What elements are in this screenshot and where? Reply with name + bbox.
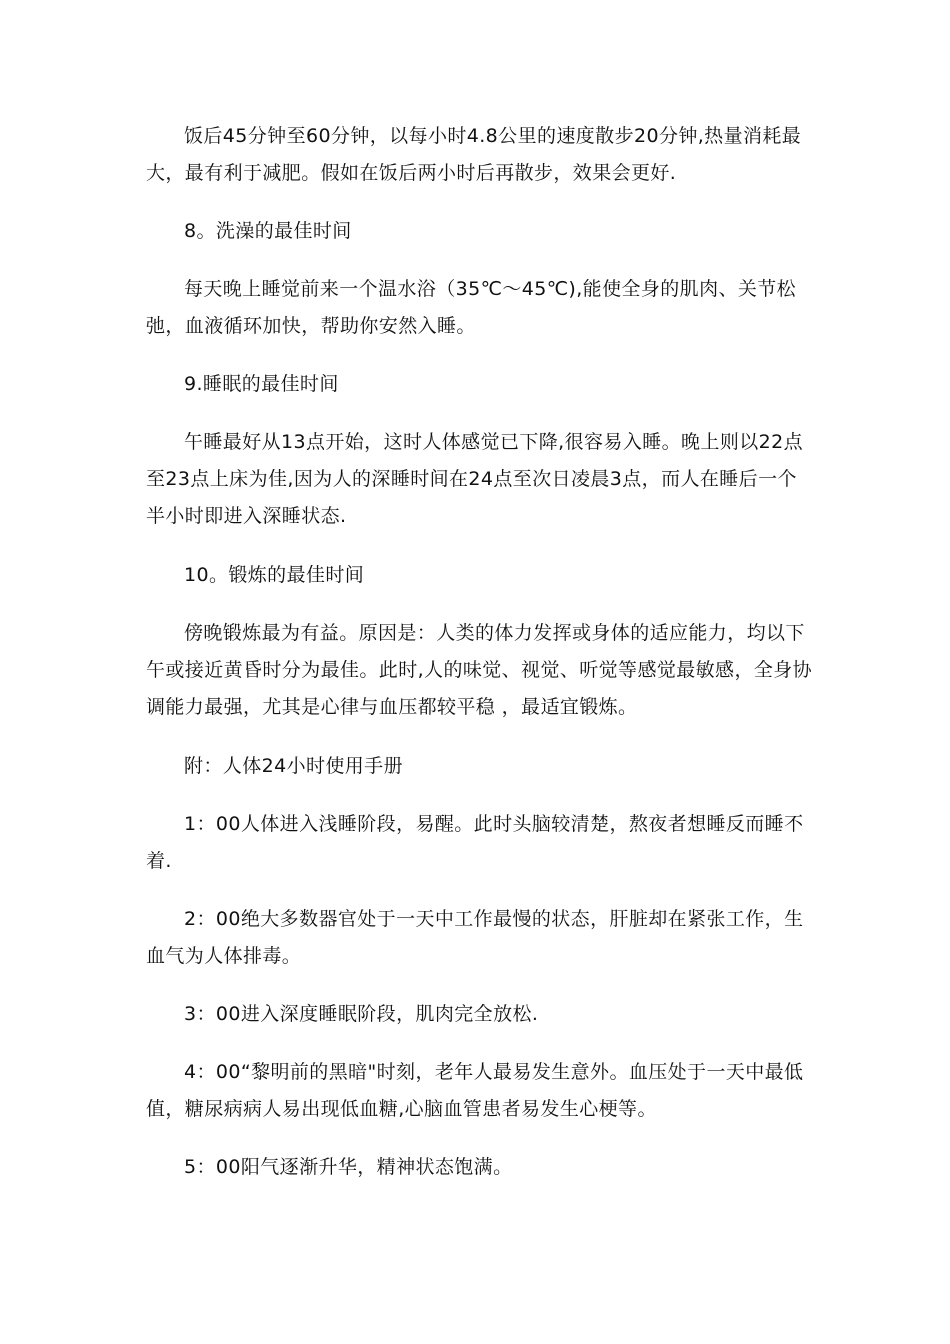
heading-sleep-time: 9.睡眠的最佳时间 xyxy=(184,373,339,395)
paragraph-hour-5: 5：00阳气逐渐升华，精神状态饱满。 xyxy=(184,1156,513,1178)
paragraph-sleep: 午睡最好从13点开始，这时人体感觉已下降,很容易入睡。晚上则以22点至23点上床为佳,因为人的深睡时间在24点至次日凌晨3点，而人在睡后一个半小时即进入深睡状态. xyxy=(146,431,803,527)
paragraph-hour-4: 4：00“黎明前的黑暗"时刻，老年人最易发生意外。血压处于一天中最低值，糖尿病病人易出现低血糖,心脑血管患者易发生心梗等。 xyxy=(146,1061,804,1120)
heading-bath-time: 8。洗澡的最佳时间 xyxy=(184,220,352,242)
paragraph-bath: 每天晚上睡觉前来一个温水浴（35℃～45℃),能使全身的肌肉、关节松弛，血液循环加快，帮助你安然入睡。 xyxy=(146,278,797,337)
paragraph-exercise: 傍晚锻炼最为有益。原因是：人类的体力发挥或身体的适应能力，均以下午或接近黄昏时分为最佳。此时,人的味觉、视觉、听觉等感觉最敏感，全身协调能力最强，尤其是心律与血压都较平稳 ，最适宜锻炼。 xyxy=(146,622,813,718)
paragraph-hour-3: 3：00进入深度睡眠阶段，肌肉完全放松. xyxy=(184,1003,539,1025)
paragraph-walking-after-meal: 饭后45分钟至60分钟，以每小时4.8公里的速度散步20分钟,热量消耗最大，最有利于减肥。假如在饭后两小时后再散步，效果会更好. xyxy=(146,125,802,184)
heading-exercise-time: 10。锻炼的最佳时间 xyxy=(184,564,365,586)
heading-appendix: 附：人体24小时使用手册 xyxy=(184,755,403,777)
paragraph-hour-1: 1：00人体进入浅睡阶段，易醒。此时头脑较清楚，熬夜者想睡反而睡不着. xyxy=(146,813,804,872)
paragraph-hour-2: 2：00绝大多数器官处于一天中工作最慢的状态，肝脏却在紧张工作，生血气为人体排毒。 xyxy=(146,908,804,967)
